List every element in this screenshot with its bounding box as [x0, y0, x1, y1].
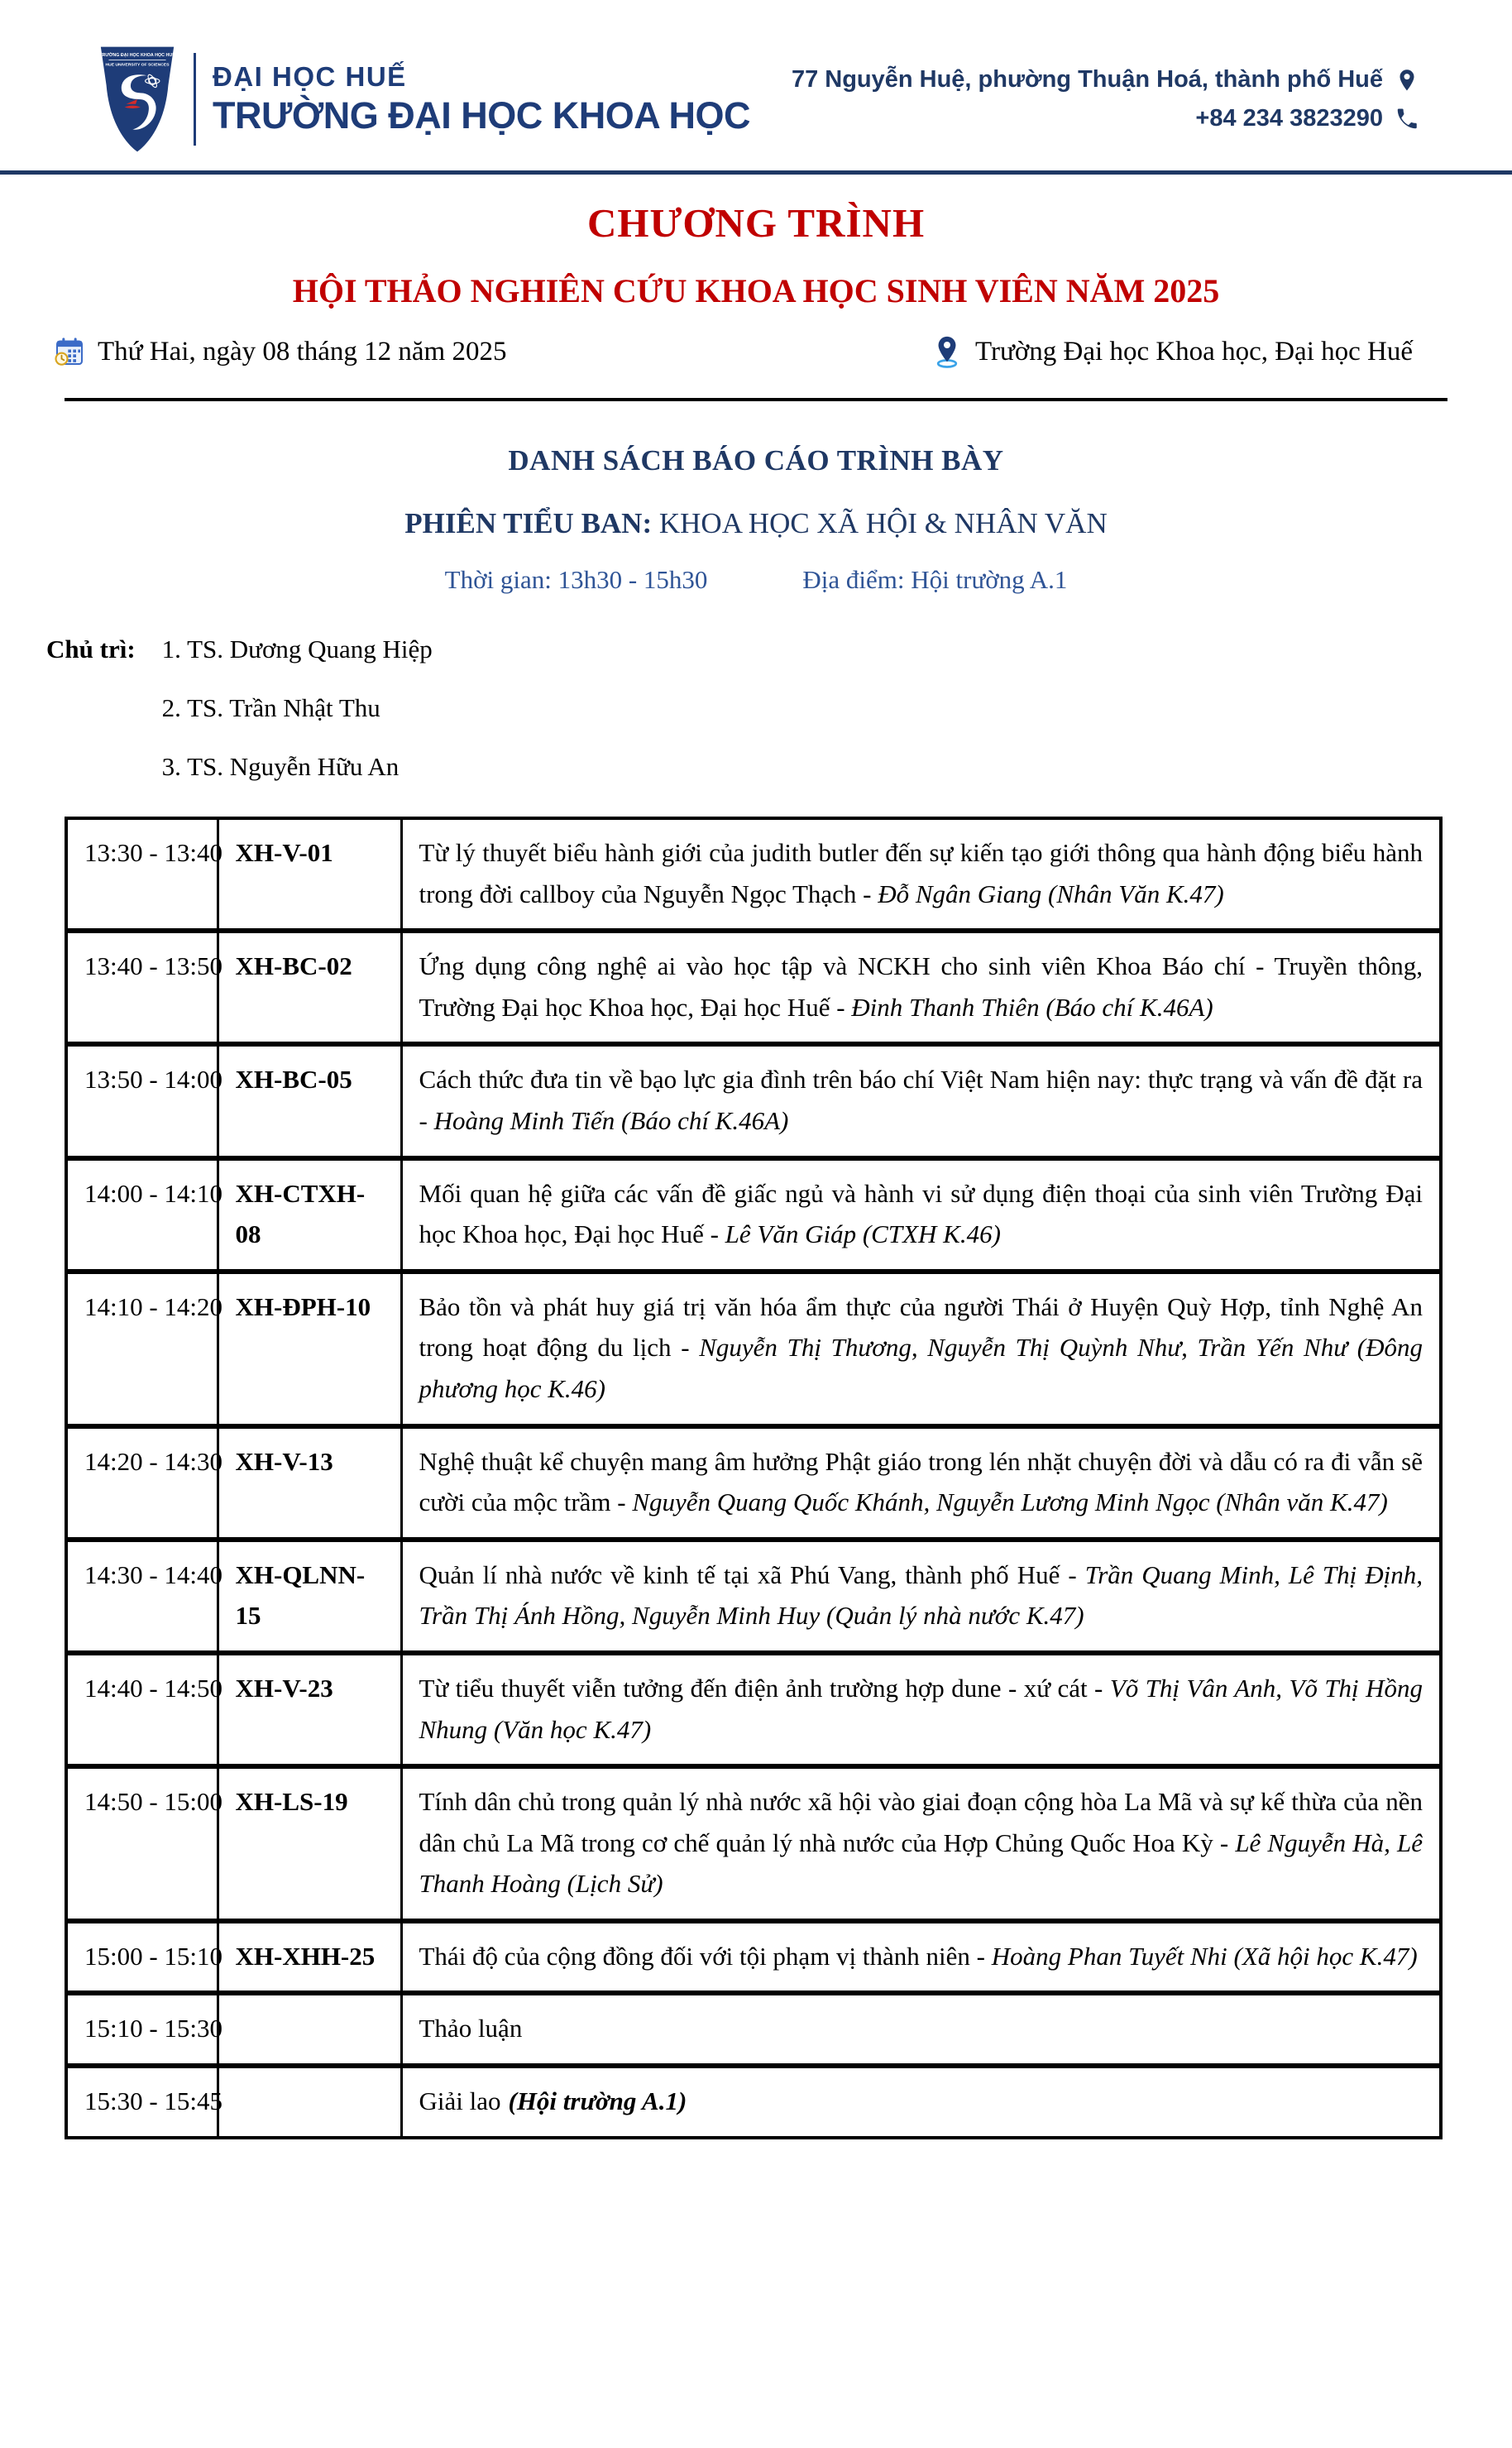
time-cell: 13:40 - 13:50	[66, 931, 218, 1044]
paper-authors: Nguyễn Quang Quốc Khánh, Nguyễn Lương Minh Ngọc (Nhân văn K.47)	[632, 1487, 1388, 1517]
content-cell	[401, 1426, 1441, 1540]
time-cell: 14:20 - 14:30	[66, 1426, 218, 1540]
code-cell: XH-V-01	[218, 818, 401, 931]
separator: -	[856, 879, 878, 908]
chair-item: 3. TS. Nguyễn Hữu An	[161, 752, 400, 781]
content-cell	[401, 1044, 1441, 1157]
content-cell	[401, 1272, 1441, 1426]
university-shield-logo	[98, 43, 177, 156]
time-cell: 15:30 - 15:45	[66, 2066, 218, 2138]
chair-item: 1. TS. Dương Quang Hiệp	[161, 635, 433, 663]
paper-authors: Nguyễn Thị Thương, Nguyễn Thị Quỳnh Như, Trần Yến Như (Đông phương học K.46)	[419, 1333, 1423, 1403]
content-cell	[401, 931, 1441, 1044]
content-cell	[401, 1921, 1441, 1994]
content-cell	[401, 1653, 1441, 1766]
schedule-table	[65, 817, 1443, 2139]
table-row	[66, 2066, 1441, 2138]
separator: -	[1060, 1559, 1085, 1589]
calendar-icon	[53, 335, 86, 368]
content-cell	[401, 1540, 1441, 1653]
time-cell: 14:40 - 14:50	[66, 1653, 218, 1766]
time-cell: 14:10 - 14:20	[66, 1272, 218, 1426]
content-cell	[401, 1766, 1441, 1921]
address-text: 77 Nguyễn Huệ, phường Thuận Hoá, thành phố Huế	[791, 66, 1383, 93]
code-cell	[218, 2066, 401, 2138]
code-cell: XH-CTXH-08	[218, 1158, 401, 1272]
paper-authors: Hoàng Minh Tiến (Báo chí K.46A)	[433, 1105, 789, 1135]
paper-authors: Lê Nguyễn Hà, Lê Thanh Hoàng (Lịch Sử)	[419, 1828, 1423, 1899]
time-cell: 13:50 - 14:00	[66, 1044, 218, 1157]
session-time-venue	[0, 565, 1512, 595]
code-cell: XH-QLNN-15	[218, 1540, 401, 1653]
chairs-label: Chủ trì:	[46, 635, 136, 663]
meta-row	[53, 335, 1413, 368]
code-cell: XH-V-13	[218, 1426, 401, 1540]
chair-item: 2. TS. Trần Nhật Thu	[161, 693, 380, 722]
content-cell	[401, 818, 1441, 931]
paper-authors: Đỗ Ngân Giang (Nhân Văn K.47)	[878, 879, 1224, 908]
agenda-item: Thảo luận	[419, 2014, 523, 2043]
svg-text:HUE UNIVERSITY OF SCIENCES: HUE UNIVERSITY OF SCIENCES	[105, 62, 170, 68]
paper-title: Tính dân chủ trong quản lý nhà nước xã hội vào giai đoạn cộng hòa La Mã và sự kế thừa của nền dân chủ La Mã trong cơ chế quản lý nhà nước của Hợp Chủng Quốc Hoa Kỳ	[419, 1787, 1423, 1857]
svg-text:TRƯỜNG ĐẠI HỌC KHOA HỌC HUẾ: TRƯỜNG ĐẠI HỌC KHOA HỌC HUẾ	[99, 53, 175, 59]
paper-title: Thái độ của cộng đồng đối với tội phạm vị thành niên	[419, 1941, 970, 1971]
separator: -	[703, 1219, 725, 1249]
content-cell	[401, 1993, 1441, 2066]
phone-text: +84 234 3823290	[1195, 105, 1383, 132]
university-name: ĐẠI HỌC HUẾ	[213, 61, 407, 92]
session-venue	[802, 565, 1067, 595]
chairs-list	[162, 635, 433, 782]
paper-title: Từ lý thuyết biểu hành giới của judith butler đến sự kiến tạo giới thông qua hành động biểu hành trong đời callboy của Nguyễn Ngọc Thạch	[419, 838, 1423, 908]
page-title: CHƯƠNG TRÌNH	[586, 200, 926, 246]
event-venue: Trường Đại học Khoa học, Đại học Huế	[974, 336, 1413, 366]
code-cell: XH-LS-19	[218, 1766, 401, 1921]
report-list-heading: DANH SÁCH BÁO CÁO TRÌNH BÀY	[508, 444, 1004, 477]
agenda-item: Giải lao	[419, 2086, 501, 2116]
contact-block	[792, 66, 1419, 132]
time-cell: 14:30 - 14:40	[66, 1540, 218, 1653]
session-venue-label: Địa điểm:	[802, 565, 905, 594]
row-note: (Hội trường A.1)	[508, 2086, 687, 2116]
paper-title: Bảo tồn và phát huy giá trị văn hóa ẩm thực của người Thái ở Huyện Quỳ Hợp, tỉnh Nghệ An trong hoạt động du lịch	[419, 1291, 1423, 1363]
paper-title: Ứng dụng công nghệ ai vào học tập và NCKH cho sinh viên Khoa Báo chí - Truyền thông, Trường Đại học Khoa học, Đại học Huế	[419, 951, 1423, 1022]
paper-title: Cách thức đưa tin về bạo lực gia đình trên báo chí Việt Nam hiện nay: thực trạng và vấn đề đặt ra	[419, 1065, 1423, 1095]
table-row	[66, 1653, 1441, 1766]
separator: -	[969, 1941, 992, 1971]
page-subtitle: HỘI THẢO NGHIÊN CỨU KHOA HỌC SINH VIÊN NĂM 2025	[292, 272, 1220, 309]
time-cell: 15:00 - 15:10	[66, 1921, 218, 1994]
session-venue-value: Hội trường A.1	[911, 565, 1068, 594]
masthead	[0, 0, 1512, 170]
separator: -	[830, 992, 852, 1022]
table-row	[66, 1426, 1441, 1540]
paper-title: Từ tiểu thuyết viễn tưởng đến điện ảnh trường hợp dune - xứ cát	[419, 1673, 1088, 1703]
paper-title: Nghệ thuật kể chuyện mang âm hưởng Phật giáo trong lén nhặt chuyện đời và dẫu có ra đi vẫn sẽ cười của mộc trầm	[419, 1446, 1423, 1517]
paper-authors: Đinh Thanh Thiên (Báo chí K.46A)	[851, 992, 1213, 1022]
paper-authors: Hoàng Phan Tuyết Nhi (Xã hội học K.47)	[991, 1941, 1418, 1971]
time-cell: 13:30 - 13:40	[66, 818, 218, 931]
table-row	[66, 1766, 1441, 1921]
venue-item	[931, 335, 1413, 368]
phone-icon	[1395, 107, 1419, 132]
brand-block	[98, 43, 750, 156]
time-cell: 15:10 - 15:30	[66, 1993, 218, 2066]
separator: -	[1087, 1673, 1110, 1703]
table-row	[66, 931, 1441, 1044]
table-row	[66, 1272, 1441, 1426]
separator: -	[419, 1105, 434, 1135]
table-row	[66, 1540, 1441, 1653]
content-cell	[401, 2066, 1441, 2138]
paper-authors: Võ Thị Vân Anh, Võ Thị Hồng Nhung (Văn học K.47)	[419, 1673, 1423, 1744]
separator: -	[610, 1487, 633, 1517]
subcommittee-name: KHOA HỌC XÃ HỘI & NHÂN VĂN	[658, 507, 1108, 539]
brand-text	[213, 61, 750, 137]
table-row	[66, 1044, 1441, 1157]
paper-authors: Lê Văn Giáp (CTXH K.46)	[725, 1219, 1001, 1249]
location-pin-icon	[931, 335, 964, 368]
session-time-value: 13h30 - 15h30	[557, 565, 708, 594]
table-row	[66, 1921, 1441, 1994]
paper-authors: Trần Quang Minh, Lê Thị Định, Trần Thị Ánh Hồng, Nguyễn Minh Huy (Quản lý nhà nước K.47)	[419, 1559, 1423, 1631]
subcommittee-label: PHIÊN TIỂU BAN:	[404, 507, 653, 539]
code-cell: XH-XHH-25	[218, 1921, 401, 1994]
subcommittee-heading	[0, 507, 1512, 540]
paper-title: Quản lí nhà nước về kinh tế tại xã Phú Vang, thành phố Huế	[419, 1559, 1060, 1589]
address-row	[792, 66, 1419, 93]
separator: -	[671, 1333, 700, 1363]
separator: -	[1213, 1828, 1236, 1857]
location-pin-icon	[1395, 68, 1419, 93]
brand-divider	[194, 53, 196, 146]
paper-title: Mối quan hệ giữa các vấn đề giấc ngủ và hành vi sử dụng điện thoại của sinh viên Trường Đại học Khoa học, Đại học Huế	[419, 1178, 1423, 1249]
header-divider	[0, 170, 1512, 175]
code-cell: XH-V-23	[218, 1653, 401, 1766]
phone-row	[1195, 105, 1419, 132]
event-date: Thứ Hai, ngày 08 tháng 12 năm 2025	[98, 336, 507, 366]
table-row	[66, 1158, 1441, 1272]
session-time-label: Thời gian:	[444, 565, 552, 594]
session-time	[445, 565, 708, 595]
code-cell: XH-ĐPH-10	[218, 1272, 401, 1426]
code-cell: XH-BC-05	[218, 1044, 401, 1157]
section-divider	[65, 398, 1447, 401]
chairs-block	[46, 635, 1512, 782]
code-cell	[218, 1993, 401, 2066]
time-cell: 14:50 - 15:00	[66, 1766, 218, 1921]
code-cell: XH-BC-02	[218, 931, 401, 1044]
date-item	[53, 335, 506, 368]
table-row	[66, 818, 1441, 931]
time-cell: 14:00 - 14:10	[66, 1158, 218, 1272]
school-name: TRƯỜNG ĐẠI HỌC KHOA HỌC	[213, 94, 751, 137]
content-cell	[401, 1158, 1441, 1272]
table-row	[66, 1993, 1441, 2066]
